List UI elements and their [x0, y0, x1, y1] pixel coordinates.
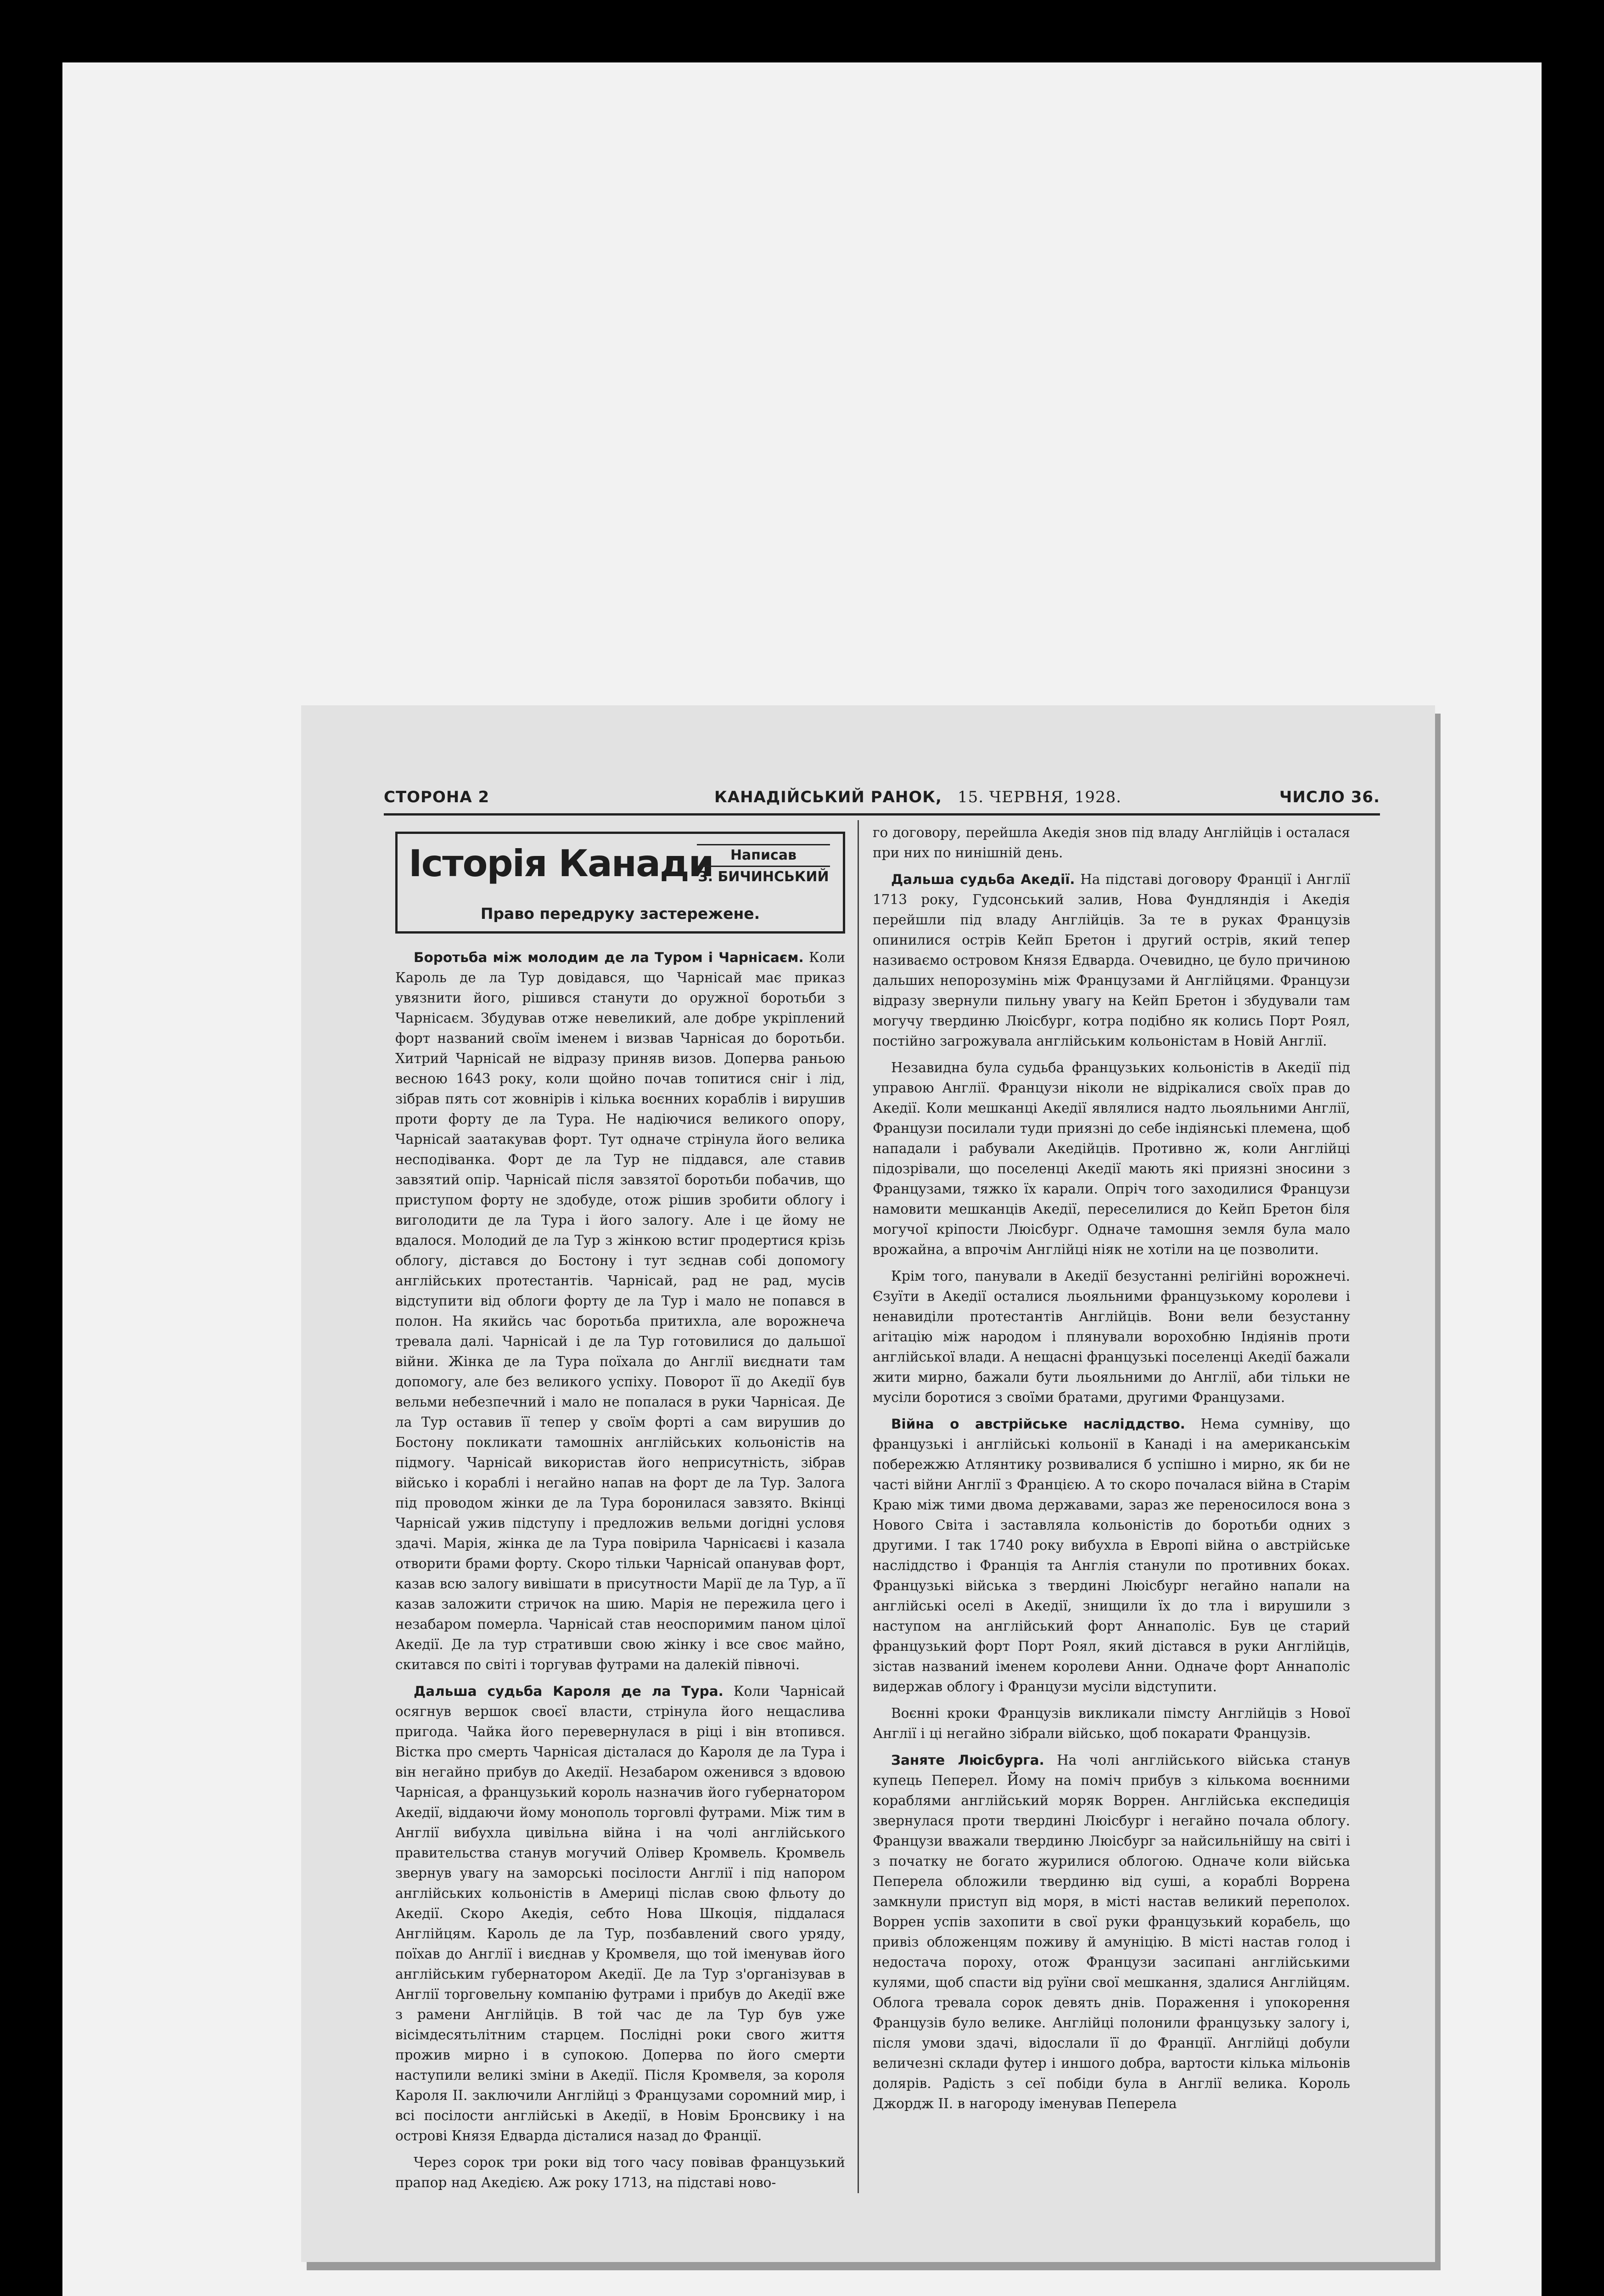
- page-header: [384, 788, 1380, 816]
- paragraph-text: На чолі англійського війська станув купець Пеперел. Йому на поміч прибув з кількома воєнними кораблями англійський моряк Воррен. Англійська експедиція звернулася проти твердині Люісбург і негайно почала облогу. Французи вважали твердиню Люісбург за найсильнійшу на світі і з початку не богато журилися облогою. Одначе коли війська Пеперела обложили твердиню від суші, а кораблі Воррена замкнули приступ від моря, в місті настав великий переполох. Воррен успів захопити в свої руки французький корабель, що привіз обложенцям поживу й амуніцію. В місті настав голод і недостача пороху, отож Французи засипані англійськими кулями, щоб спасти від руїни свої мешкання, здалися Англійцям. Облога тревала сорок девять днів. Пораження і упокорення Французів було велике. Англійці полонили французьку залогу і, після умови здачі, відослали її до Франції. Англійці добули величезні склади футер і иншого добра, вартости кілька мільонів долярів. Радість з сеї побіди була в Англії велика. Король Джордж II. в нагороду іменував Пеперела: [873, 1752, 1350, 2111]
- article-paragraph: [395, 2152, 845, 2193]
- article-paragraph: [873, 1750, 1350, 2114]
- page-number: СТОРОНА 2: [384, 788, 490, 806]
- header-rule: [384, 813, 1380, 816]
- rights-notice: Право передруку застережене.: [480, 905, 760, 923]
- paragraph-text: Незавидна була судьба французьких кольоністів в Акедії під управою Англії. Французи ніколи не відрікалися своїх прав до Акедії. Коли мешканці Акедії являлися надто льояльними Англії, Французи посилали туди приязні до себе індіянські племена, щоб нападали і рабували Акедійців. Противно ж, коли Англійці підозрівали, що поселенці Акедії мають які приязні зносини з Французами, тяжко їх карали. Опріч того заходилися Французи намовити мешканців Акедії, переселилися до Кейп Бретон біля могучої кріпости Люісбург. Одначе тамошня земля була мало врожайна, а впрочім Англійці ніяк не хотіли на це позволити.: [873, 1060, 1350, 1257]
- paragraph-text: На підставі договору Франції і Англії 1713 року, Гудсонський залив, Нова Фундляндія і Акедія перейшли під владу Англійців. За те в руках Французів опинилися острів Кейп Бретон і другий острів, який тепер називаємо островом Князя Едварда. Очевидно, це було причиною дальших непорозумінь між Французами й Англійцями. Французи відразу звернули пильну увагу на Кейп Бретон і збудували там могучу твердиню Люісбург, котра подібно як колись Порт Роял, постійно загрожувала англійським кольоністам в Новій Англії.: [873, 872, 1350, 1049]
- article-title: Історія Канади: [409, 842, 713, 885]
- article-paragraph: [873, 1266, 1350, 1407]
- left-column: [395, 822, 845, 2199]
- article-paragraph: [873, 1058, 1350, 1260]
- article-paragraph: [873, 1414, 1350, 1697]
- issue-date: 15. ЧЕРВНЯ, 1928.: [958, 788, 1122, 806]
- section-heading: Дальша судьба Кароля де ла Тура.: [414, 1683, 723, 1699]
- paragraph-text: Воєнні кроки Французів викликали пімсту Англійців з Нової Англії і ці негайно зібрали військо, щоб покарати Французів.: [873, 1705, 1350, 1741]
- paragraph-text: Через сорок три роки від того часу повівав французький прапор над Акедією. Аж року 1713, на підставі ново-: [395, 2155, 845, 2190]
- article-title-box: [395, 832, 845, 934]
- article-paragraph: [873, 869, 1350, 1051]
- byline-author: З. БИЧИНСЬКИЙ: [698, 869, 829, 885]
- paragraph-text: го договору, перейшла Акедія знов під владу Англійців і осталася при них по нинішній день.: [873, 825, 1350, 861]
- paragraph-text: Нема сумніву, що французькі і англійські кольонії в Канаді і на американськім побережжю Атлянтику розвивалися б успішно і мирно, як би не часті війни Англії з Францією. А то скоро почалася війна в Старім Краю між тими двома державами, зараз же переносилося вона з Нового Світа і заставляла кольоністів до боротьби одних з другими. І так 1740 року вибухла в Европі війна о австрійське насліддство і Франція та Англія станули по противних боках. Французькі війська з твердині Люісбург негайно напали на англійські оселі в Акедії, знищили їх до тла і вирушили з наступом на англійський форт Аннаполіс. Був це старий французький форт Порт Роял, який дістався в руки Англійців, зістав названий іменем королеви Анни. Одначе форт Аннаполіс видержав облогу і Французи мусіли відступити.: [873, 1416, 1350, 1694]
- right-column: [873, 822, 1350, 2120]
- article-paragraph: [873, 822, 1350, 863]
- article-paragraph: [873, 1703, 1350, 1744]
- section-heading: Дальша судьба Акедії.: [891, 872, 1075, 887]
- newspaper-page: [301, 705, 1435, 2262]
- section-heading: Боротьба між молодим де ла Туром і Чарнісаєм.: [414, 950, 804, 965]
- byline: [697, 844, 830, 887]
- film-frame: [62, 62, 1542, 2296]
- left-paragraphs: [395, 947, 845, 2193]
- right-paragraphs: [873, 822, 1350, 2114]
- byline-label: Написав: [697, 844, 830, 867]
- paragraph-text: Крім того, панували в Акедії безустанні релігійні ворожнечі. Єзуїти в Акедії осталися льояльними французькому королеви і ненавиділи протестантів Англійців. Вони вели безустанну агітацію між народом і плянували ворохобню Індіянів проти англійської влади. А нещасні французькі поселенці Акедії бажали жити мирно, бажали бути льояльними до Англії, аби тільки не мусіли боротися з своїми братами, другими Французами.: [873, 1268, 1350, 1405]
- section-heading: Війна о австрійське насліддство.: [891, 1416, 1185, 1432]
- newspaper-name: КАНАДІЙСЬКИЙ РАНОК,: [714, 788, 942, 806]
- article-paragraph: [395, 947, 845, 1675]
- article-paragraph: [395, 1681, 845, 2146]
- issue-number: ЧИСЛО 36.: [1279, 788, 1380, 806]
- paragraph-text: Коли Чарнісай осягнув вершок своєї власти, стрінула його нещаслива пригода. Чайка його перевернулася в ріці і він втопився. Вістка про смерть Чарнісая дісталася до Кароля де ла Тура і він негайно прибув до Акедії. Незабаром оженився з вдовою Чарнісая, а французький король назначив його губернатором Акедії, віддаючи йому монополь торговлі футрами. Між тим в Англії вибухла цивільна війна і на чолі англійського правительства станув могучий Олівер Кромвель. Кромвель звернув увагу на заморські посілости Англії і під напором англійських кольоністів в Америці післав свою фльоту до Акедії. Скоро Акедія, себто Нова Шкоція, піддалася Англійцям. Кароль де ла Тур, позбавлений свого уряду, поїхав до Англії і виєднав у Кромвеля, що той іменував його англійським губернатором Акедії. Де ла Тур з'організував в Англії торговельну компанію футрами і прибув до Акедії вже з рамени Англійців. В той час де ла Тур був уже вісімдесятьлітним старцем. Послідні роки свого життя прожив мирно і в супокою. Доперва по його смерти наступили великі зміни в Акедії. Після Кромвеля, за короля Кароля II. заключили Англійці з Французами соромний мир, і всі посілости англійські в Акедії, в Новім Бронсвику і на острові Князя Едварда дісталися назад до Франції.: [395, 1683, 845, 2144]
- section-heading: Заняте Люісбурга.: [891, 1752, 1044, 1768]
- paragraph-text: Коли Кароль де ла Тур довідався, що Чарнісай має приказ увязнити його, рішився станути до оружної боротьби з Чарнісаєм. Збудував отже невеликий, але добре укріплений форт названий своїм іменем і визвав Чарнісая до боротьби. Хитрий Чарнісай не відразу приняв визов. Доперва раньою весною 1643 року, коли щойно почав топитися сніг і лід, зібрав пять сот жовнірів і кілька воєнних кораблів і вирушив проти форту де ла Тура. Не надіючися великого опору, Чарнісай заатакував форт. Тут одначе стрінула його велика несподіванка. Форт де ла Тур не піддався, але ставив завзятий опір. Чарнісай після завзятої боротьби побачив, що приступом форту не здобуде, отож рішив зробити облогу і виголодити де ла Тура і його залогу. Але і це йому не вдалося. Молодий де ла Тур з жінкою встиг продертися крізь облогу, дістався до Бостону і тут зєднав собі допомогу англійських протестантів. Чарнісай, рад не рад, мусів відступити від облоги форту де ла Тур і мало не попався в полон. На якийсь час боротьба притихла, але ворожнеча тревала далі. Чарнісай і де ла Тур готовилися до дальшої війни. Жінка де ла Тура поїхала до Англії виєднати там допомогу, але без великого успіху. Поворот її до Акедії був вельми небезпечний і мало не попалася в руки Чарнісая. Де ла Тур оставив її тепер у своїм форті а сам вирушив до Бостону покликати тамошніх англійських кольоністів на підмогу. Чарнісай використав його неприсутність, зібрав військо і кораблі і негайно напав на форт де ла Тур. Залога під проводом жінки де ла Тура боронилася завзято. Вкінці Чарнісай ужив підступу і предложив вельми догідні условя здачі. Марія, жінка де ла Тура повірила Чарнісаєві і казала отворити брами форту. Скоро тільки Чарнісай опанував форт, казав всю залогу вивішати в присутности Марії де ла Тур, а її казав заложити стричок на шию. Марія не пережила цего і незабаром померла. Чарнісай став неоспоримим паном цілої Акедії. Де ла тур стративши свою жінку і все своє майно, скитався по світі і торгував футрами на далекій півночі.: [395, 950, 845, 1672]
- column-divider: [858, 820, 859, 2193]
